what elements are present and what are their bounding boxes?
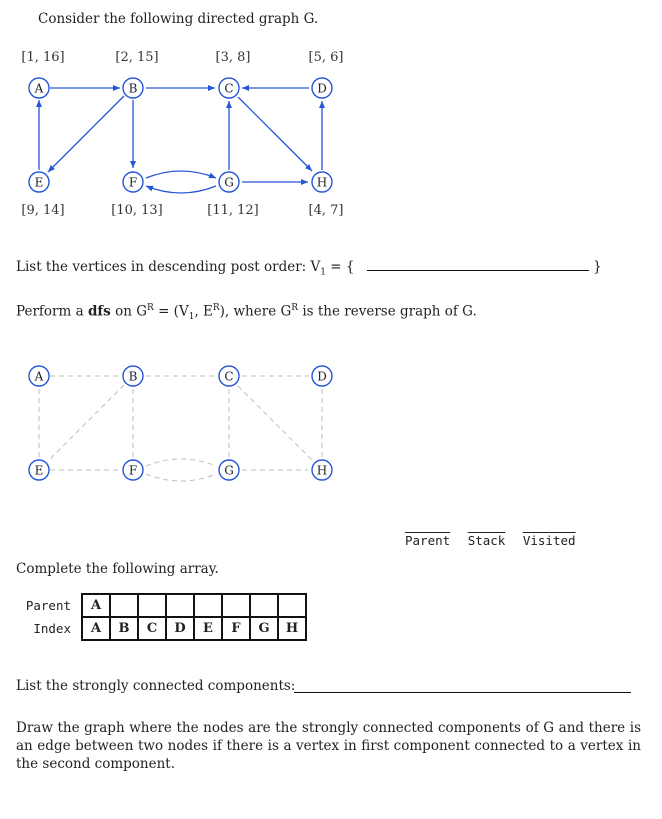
index-row bbox=[10, 617, 306, 640]
node-label-f: F bbox=[128, 175, 138, 190]
node-label-g: G bbox=[224, 175, 234, 190]
edge-b-e bbox=[48, 96, 124, 172]
index-cell-c: C bbox=[138, 617, 166, 640]
node-label-e: E bbox=[34, 175, 44, 190]
index-cell-a: A bbox=[82, 617, 110, 640]
parent-row-label: Parent bbox=[25, 598, 71, 613]
legend-stack: Stack bbox=[467, 533, 506, 548]
node-label-d: D bbox=[317, 81, 327, 96]
parent-cell-e[interactable] bbox=[194, 594, 222, 617]
parent-cell-h[interactable] bbox=[278, 594, 306, 617]
parent-cell-d[interactable] bbox=[166, 594, 194, 617]
directed-graph-g bbox=[0, 40, 662, 230]
scc-answer-blank[interactable] bbox=[294, 692, 631, 693]
scc-prompt: List the strongly connected components: bbox=[16, 678, 296, 694]
index-cell-e: E bbox=[194, 617, 222, 640]
node-label-e-reverse: E bbox=[34, 463, 44, 478]
condensation-prompt: Draw the graph where the nodes are the strongly connected components of G and there is an edge between two nodes if there is a vertex in first component connected to a vertex in the second component. bbox=[16, 720, 641, 772]
index-cell-f: F bbox=[222, 617, 250, 640]
index-cell-h: H bbox=[278, 617, 306, 640]
parent-cell-c[interactable] bbox=[138, 594, 166, 617]
question-post-order: List the vertices in descending post order: $V_1$ = { } bbox=[16, 259, 602, 278]
array-prompt: Complete the following array. bbox=[16, 561, 219, 577]
interval-a: [1, 16] bbox=[21, 50, 65, 65]
parent-cell-b[interactable] bbox=[110, 594, 138, 617]
post-order-answer-blank[interactable] bbox=[367, 270, 589, 271]
node-label-b-reverse: B bbox=[128, 369, 138, 384]
interval-h: [4, 7] bbox=[308, 203, 344, 218]
parent-index-array bbox=[10, 593, 307, 641]
node-label-b: B bbox=[128, 81, 138, 96]
legend-parent: Parent bbox=[405, 533, 451, 548]
node-label-g-reverse: G bbox=[224, 463, 234, 478]
node-label-f-reverse: F bbox=[128, 463, 138, 478]
edge-c-h bbox=[238, 97, 312, 171]
node-label-a: A bbox=[34, 81, 44, 96]
reverse-graph-skeleton bbox=[0, 360, 662, 485]
legend-visited: Visited bbox=[522, 533, 576, 548]
index-cell-b: B bbox=[110, 617, 138, 640]
node-label-c: C bbox=[224, 81, 234, 96]
parent-cell-g[interactable] bbox=[250, 594, 278, 617]
interval-g: [11, 12] bbox=[207, 203, 259, 218]
interval-f: [10, 13] bbox=[111, 203, 163, 218]
edge-g-f bbox=[146, 186, 216, 193]
interval-d: [5, 6] bbox=[308, 50, 344, 65]
node-label-h: H bbox=[316, 175, 328, 190]
interval-b: [2, 15] bbox=[115, 50, 159, 65]
question-dfs-reverse: Perform a dfs on $G^R = (V_1$, $E^R$), where $G^R$ is the reverse graph of G. bbox=[16, 303, 477, 323]
intro-text: Consider the following directed graph G. bbox=[38, 11, 319, 27]
node-label-c-reverse: C bbox=[224, 369, 234, 384]
interval-c: [3, 8] bbox=[215, 50, 251, 65]
index-cell-d: D bbox=[166, 617, 194, 640]
parent-cell-f[interactable] bbox=[222, 594, 250, 617]
index-cell-g: G bbox=[250, 617, 278, 640]
legend bbox=[405, 533, 576, 548]
index-row-label: Index bbox=[33, 621, 71, 636]
node-label-h-reverse: H bbox=[316, 463, 328, 478]
node-label-d-reverse: D bbox=[317, 369, 327, 384]
parent-cell-a[interactable]: A bbox=[82, 594, 110, 617]
node-label-a-reverse: A bbox=[34, 369, 44, 384]
interval-e: [9, 14] bbox=[21, 203, 65, 218]
parent-row bbox=[10, 594, 306, 617]
edge-f-g bbox=[146, 171, 216, 178]
